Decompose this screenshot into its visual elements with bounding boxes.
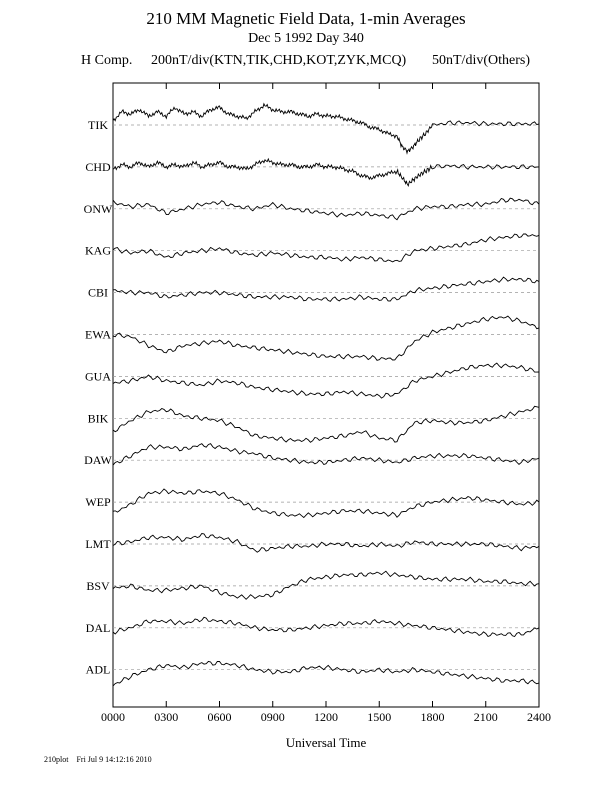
footer-timestamp: Fri Jul 9 14:12:16 2010 — [76, 755, 152, 764]
station-label-dal: DAL — [85, 620, 111, 635]
station-label-lmt: LMT — [85, 537, 111, 551]
trace-gua — [113, 363, 539, 398]
footer-program: 210plot — [44, 755, 69, 764]
component-label: H Comp. — [81, 53, 133, 68]
date-subtitle: Dec 5 1992 Day 340 — [248, 31, 364, 46]
station-label-bsv: BSV — [86, 578, 110, 593]
trace-ewa — [113, 316, 539, 360]
station-label-gua: GUA — [85, 369, 111, 384]
x-tick-label-1500: 1500 — [367, 710, 392, 724]
station-label-ewa: EWA — [85, 327, 111, 342]
station-label-group — [84, 118, 113, 677]
scale-secondary-label: 50nT/div(Others) — [432, 53, 530, 68]
station-label-wep: WEP — [85, 495, 111, 510]
x-tick-label-0000: 0000 — [101, 710, 125, 724]
station-label-kag: KAG — [85, 243, 111, 258]
page-title: 210 MM Magnetic Field Data, 1-min Averages — [146, 9, 466, 28]
x-tick-label-0300: 0300 — [154, 710, 179, 724]
x-tick-label-2100: 2100 — [473, 710, 498, 724]
x-tick-label-1200: 1200 — [314, 710, 338, 724]
x-axis-title: Universal Time — [285, 735, 367, 750]
x-tick-label-0600: 0600 — [207, 710, 232, 724]
station-label-cbi: CBI — [87, 285, 109, 300]
station-label-tik: TIK — [88, 118, 108, 132]
x-tick-label-1800: 1800 — [420, 710, 445, 724]
trace-bik — [113, 406, 539, 442]
trace-daw — [113, 444, 539, 466]
x-tick-label-0900: 0900 — [260, 710, 285, 724]
trace-group — [113, 104, 539, 686]
trace-wep — [113, 489, 539, 518]
station-label-adl: ADL — [85, 662, 111, 677]
x-tick-label-2400: 2400 — [527, 710, 551, 724]
station-label-bik: BIK — [87, 411, 109, 426]
trace-adl — [113, 661, 539, 686]
footer-stamp — [44, 755, 152, 764]
trace-chd — [113, 159, 539, 186]
baseline-group — [113, 125, 539, 670]
trace-tik — [113, 104, 539, 153]
trace-dal — [113, 617, 539, 636]
trace-lmt — [113, 534, 539, 553]
trace-kag — [113, 234, 539, 262]
scale-primary-label: 200nT/div(KTN,TIK,CHD,KOT,ZYK,MCQ) — [151, 53, 407, 68]
plot-frame — [113, 83, 539, 707]
station-label-daw: DAW — [84, 453, 112, 468]
station-label-chd: CHD — [85, 159, 111, 174]
trace-cbi — [113, 277, 539, 301]
station-label-onw: ONW — [83, 201, 113, 216]
trace-bsv — [113, 571, 539, 599]
